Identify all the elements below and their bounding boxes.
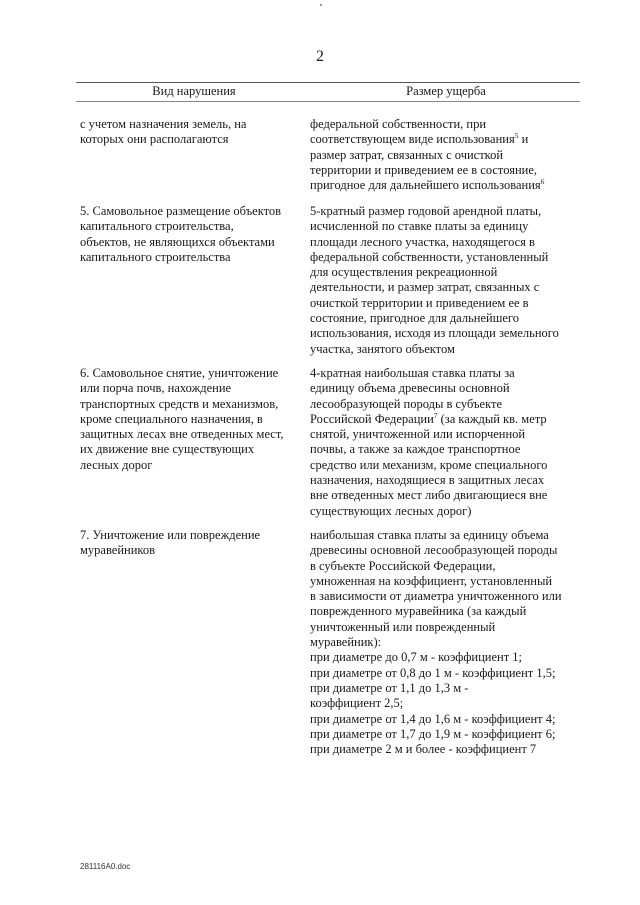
damage-text: муравейник):	[310, 635, 382, 650]
damage-text-line	[310, 488, 580, 503]
damage-text-line	[310, 132, 580, 147]
damage-text: территории и приведением ее в состояние,	[310, 162, 538, 177]
footnote-reference: 7	[433, 410, 438, 420]
damage-text: 5-кратный размер годовой арендной платы,	[310, 204, 542, 218]
violation-text-line: которых они располагаются	[80, 132, 229, 147]
damage-text-line	[310, 204, 580, 219]
damage-text-line	[310, 504, 580, 519]
damage-text-line	[310, 326, 580, 341]
damage-text: назначения, находящиеся в защитных лесах	[310, 473, 545, 488]
column-header-damage: Размер ущерба	[406, 84, 486, 98]
violation-text-line: их движение вне существующих	[80, 442, 255, 457]
damage-text: при диаметре 2 м и более - коэффициент 7	[310, 742, 537, 757]
damage-text-line	[310, 727, 580, 742]
damage-cell	[310, 117, 580, 193]
damage-text: очисткой территории и приведением ее в	[310, 295, 529, 310]
damage-text-line	[310, 366, 580, 381]
damage-text-line	[310, 604, 580, 619]
damage-text-line	[310, 117, 580, 132]
damage-text: средство или механизм, кроме специального	[310, 457, 548, 472]
damage-text: при диаметре от 1,7 до 1,9 м - коэффициент 6;	[310, 726, 556, 741]
damage-text-line	[310, 543, 580, 558]
damage-text-line	[310, 265, 580, 280]
violation-text-line: транспортных средств и механизмов,	[80, 396, 279, 411]
document-filename: 281116A0.doc	[80, 862, 131, 871]
damage-cell	[310, 204, 580, 357]
damage-text-line	[310, 381, 580, 396]
damage-text: использования, исходя из площади земельного	[310, 326, 559, 341]
violation-text-line: 5. Самовольное размещение объектов	[80, 204, 282, 218]
damage-text-line	[310, 528, 580, 543]
violation-text-line: лесных дорог	[80, 457, 153, 472]
violation-text-line: 7. Уничтожение или повреждение	[80, 528, 261, 542]
damage-text-line	[310, 296, 580, 311]
damage-text: федеральной собственности, установленный	[310, 249, 549, 264]
damage-text-line	[310, 742, 580, 757]
damage-text-line	[310, 397, 580, 412]
violation-text-line: 6. Самовольное снятие, уничтожение	[80, 366, 279, 380]
table-header-rule	[76, 101, 580, 102]
damage-text-line	[310, 178, 580, 193]
violation-cell	[80, 117, 300, 148]
damage-text: лесообразующей породы в субъекте	[310, 396, 502, 411]
damage-text: уничтоженный или поврежденный	[310, 619, 496, 634]
damage-text: при диаметре от 1,4 до 1,6 м - коэффициент 4;	[310, 711, 556, 726]
damage-text-line	[310, 696, 580, 711]
damage-text-line	[310, 635, 580, 650]
damage-text: деятельности, и размер затрат, связанных с	[310, 280, 540, 295]
damage-text-line	[310, 250, 580, 265]
damage-text-line	[310, 427, 580, 442]
violation-text-line: капитального строительства,	[80, 219, 234, 234]
damage-text-line	[310, 163, 580, 178]
damage-text: коэффициент 2,5;	[310, 696, 404, 711]
violation-text-line: защитных лесах вне отведенных мест,	[80, 427, 284, 442]
damage-text-line	[310, 620, 580, 635]
table-top-rule	[76, 82, 580, 83]
damage-text: наибольшая ставка платы за единицу объема	[310, 528, 549, 542]
footnote-reference: 5	[514, 131, 519, 141]
damage-text: состояние, пригодное для дальнейшего	[310, 311, 519, 326]
violation-cell	[80, 204, 300, 265]
page-number: 2	[316, 48, 324, 65]
damage-text: федеральной собственности, при	[310, 117, 487, 131]
violation-text-line: или порча почв, нахождение	[80, 381, 232, 396]
damage-text: 4-кратная наибольшая ставка платы за	[310, 366, 515, 380]
damage-text: размер затрат, связанных с очисткой	[310, 147, 504, 162]
damage-text: Российской Федерации	[310, 411, 434, 426]
damage-text-line	[310, 311, 580, 326]
damage-cell	[310, 528, 580, 757]
column-header-violation: Вид нарушения	[152, 84, 236, 98]
damage-text-line	[310, 219, 580, 234]
damage-text: существующих лесных дорог)	[310, 503, 472, 518]
damage-text: в субъекте Российской Федерации,	[310, 558, 496, 573]
damage-text-line	[310, 589, 580, 604]
damage-text: почвы, а также за каждое транспортное	[310, 442, 521, 457]
damage-text-line	[310, 280, 580, 295]
damage-text: единицу объема древесины основной	[310, 381, 510, 396]
violation-text-line: объектов, не являющихся объектами	[80, 234, 275, 249]
violation-cell	[80, 528, 300, 559]
damage-text-line	[310, 650, 580, 665]
damage-text: пригодное для дальнейшего использования	[310, 178, 541, 193]
damage-text: поврежденного муравейника (за каждый	[310, 604, 527, 619]
damage-text-line	[310, 559, 580, 574]
violation-cell	[80, 366, 300, 473]
violation-text-line: кроме специального назначения, в	[80, 411, 263, 426]
damage-text-line	[310, 342, 580, 357]
damage-text: участка, занятого объектом	[310, 341, 455, 356]
damage-text: при диаметре от 0,8 до 1 м - коэффициент 1,5;	[310, 665, 556, 680]
scan-mark	[320, 4, 322, 6]
damage-text: для осуществления рекреационной	[310, 265, 498, 280]
damage-text-line	[310, 235, 580, 250]
damage-text-line	[310, 412, 580, 427]
damage-text: древесины основной лесообразующей породы	[310, 543, 558, 558]
damage-cell	[310, 366, 580, 519]
damage-text-line	[310, 442, 580, 457]
damage-text-line	[310, 148, 580, 163]
damage-text: вне отведенных мест либо двигающиеся вне	[310, 488, 548, 503]
damage-text: умноженная на коэффициент, установленный	[310, 573, 553, 588]
damage-text-line	[310, 666, 580, 681]
damage-text-line	[310, 681, 580, 696]
damage-text: площади лесного участка, находящегося в	[310, 234, 535, 249]
damage-text: соответствующем виде использования	[310, 132, 515, 147]
damage-text: при диаметре до 0,7 м - коэффициент 1;	[310, 650, 523, 665]
damage-text: исчисленной по ставке платы за единицу	[310, 219, 529, 234]
damage-text: в зависимости от диаметра уничтоженного или	[310, 589, 562, 604]
damage-text: при диаметре от 1,1 до 1,3 м -	[310, 680, 469, 695]
violation-text-line: с учетом назначения земель, на	[80, 117, 247, 131]
damage-text-line	[310, 574, 580, 589]
violation-text-line: муравейников	[80, 543, 155, 558]
damage-text-continuation: (за каждый кв. метр	[437, 411, 547, 426]
damage-text: снятой, уничтоженной или испорченной	[310, 427, 526, 442]
footnote-reference: 6	[540, 177, 545, 187]
violation-text-line: капитального строительства	[80, 249, 231, 264]
damage-text-line	[310, 473, 580, 488]
damage-text-line	[310, 458, 580, 473]
damage-text-line	[310, 712, 580, 727]
damage-text-continuation: и	[518, 132, 529, 147]
